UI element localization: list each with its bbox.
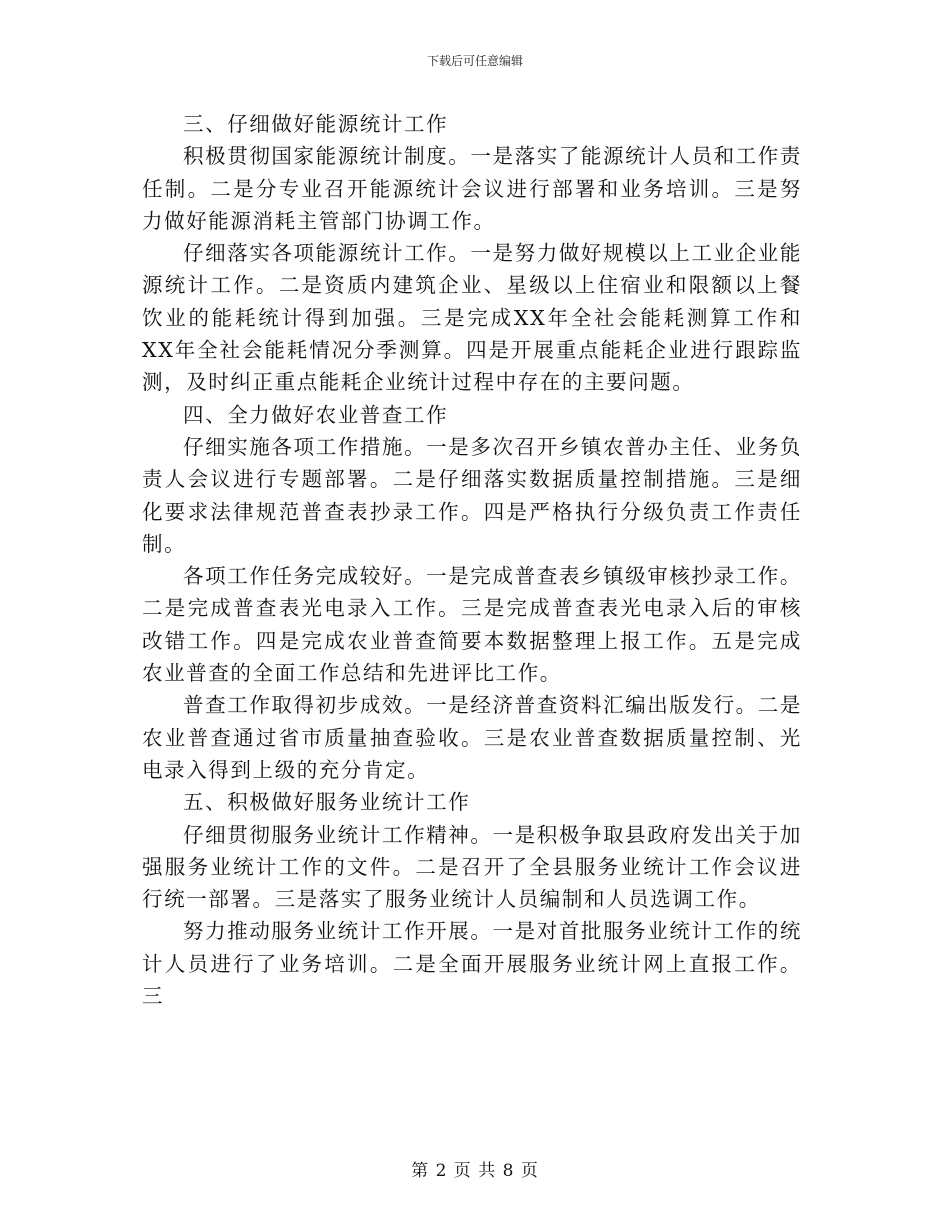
body-paragraph: 普查工作取得初步成效。一是经济普查资料汇编出版发行。二是农业普查通过省市质量抽查验收。三是农业普查数据质量控制、光电录入得到上级的充分肯定。 (142, 693, 802, 782)
body-paragraph: 仔细实施各项工作措施。一是多次召开乡镇农普办主任、业务负责人会议进行专题部署。二是仔细落实数据质量控制措施。三是细化要求法律规范普查表抄录工作。四是严格执行分级负责工作责任制。 (142, 434, 802, 556)
body-paragraph: 积极贯彻国家能源统计制度。一是落实了能源统计人员和工作责任制。二是分专业召开能源统计会议进行部署和业务培训。三是努力做好能源消耗主管部门协调工作。 (142, 144, 802, 233)
page-footer: 第 2 页 共 8 页 (411, 1161, 539, 1181)
section-heading: 三、仔细做好能源统计工作 (183, 112, 449, 136)
body-paragraph: 仔细贯彻服务业统计工作精神。一是积极争取县政府发出关于加强服务业统计工作的文件。二是召开了全县服务业统计工作会议进行统一部署。三是落实了服务业统计人员编制和人员选调工作。 (142, 822, 802, 912)
page-header: 下载后可任意编辑 (426, 54, 523, 68)
body-paragraph: 各项工作任务完成较好。一是完成普查表乡镇级审核抄录工作。二是完成普查表光电录入工作。三是完成普查表光电录入后的审核改错工作。四是完成农业普查简要本数据整理上报工作。五是完成农业普查的全面工作总结和先进评比工作。 (142, 564, 802, 686)
document-body (142, 108, 802, 1012)
section-heading: 四、全力做好农业普查工作 (183, 402, 449, 427)
body-paragraph: 仔细落实各项能源统计工作。一是努力做好规模以上工业企业能源统计工作。二是资质内建筑企业、星级以上住宿业和限额以上餐饮业的能耗统计得到加强。三是完成XX年全社会能耗测算工作和XX年全社会能耗情况分季测算。四是开展重点能耗企业进行跟踪监测，及时纠正重点能耗企业统计过程中存在的主要问题。 (142, 241, 802, 395)
body-paragraph: 努力推动服务业统计工作开展。一是对首批服务业统计工作的统计人员进行了业务培训。二是全面开展服务业统计网上直报工作。三 (142, 919, 802, 1009)
section-heading: 五、积极做好服务业统计工作 (183, 790, 471, 815)
